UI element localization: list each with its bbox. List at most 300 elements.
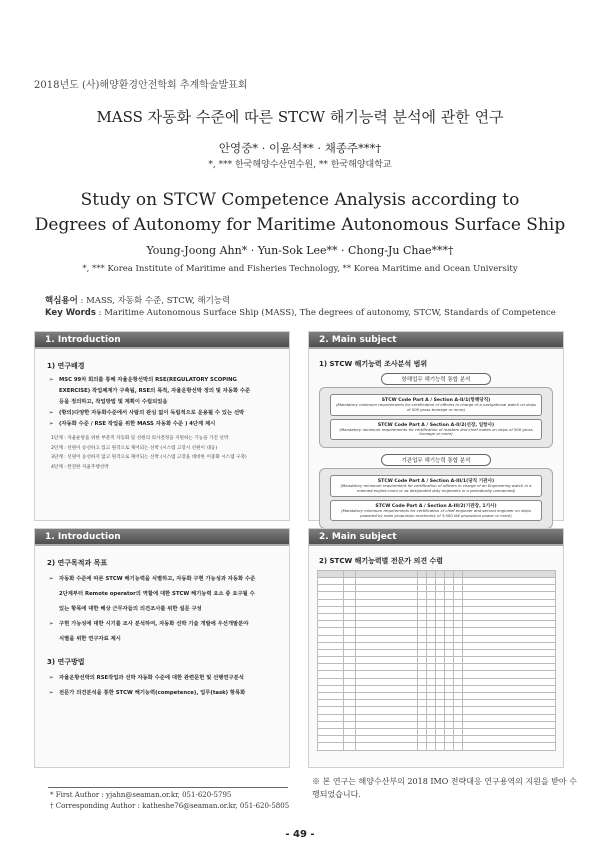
table-cell — [344, 613, 356, 620]
slide-header: 2. Main subject — [309, 529, 563, 546]
table-cell — [454, 678, 463, 685]
table-cell — [454, 657, 463, 664]
table-row — [318, 678, 556, 685]
level-item: 3단계 : 선원이 승선하지 않고 원격으로 제어되는 선박 (시스템 고장을 대비한 이중화 시스템 구축) — [51, 455, 247, 460]
table-cell — [356, 664, 418, 671]
table-cell — [427, 628, 436, 635]
table-cell — [344, 714, 356, 721]
table-cell — [463, 585, 556, 592]
table-row — [318, 743, 556, 750]
table-cell — [436, 578, 445, 585]
table-cell — [418, 599, 427, 606]
stcw-code-heading: STCW Code Part A / Section A-III/2(기관장, 1기사) — [375, 503, 497, 509]
table-row — [318, 707, 556, 714]
table-row — [318, 585, 556, 592]
table-cell — [463, 728, 556, 735]
level-item: 2단계 : 선원이 승선하고 있고 원격으로 제어되는 선박 (시스템 고장시 선원이 대응) — [51, 445, 218, 451]
section-title: 1) STCW 해기능력 조사분석 범위 — [319, 360, 428, 368]
table-cell — [445, 613, 454, 620]
engine-group-label: 기관업무 해기능력 통합 분석 — [381, 454, 491, 466]
table-cell — [356, 578, 418, 585]
table-cell — [463, 628, 556, 635]
table-cell — [356, 628, 418, 635]
table-cell — [436, 613, 445, 620]
keywords-korean-text: : MASS, 자동화 수준, STCW, 해기능력 — [77, 296, 231, 306]
table-cell — [344, 649, 356, 656]
table-cell — [436, 642, 445, 649]
table-cell — [454, 714, 463, 721]
table-row — [318, 721, 556, 728]
table-cell — [445, 700, 454, 707]
table-cell — [454, 649, 463, 656]
table-cell — [427, 578, 436, 585]
table-cell — [318, 599, 344, 606]
bullet-item: 있는 항목에 대한 해상 근무자들의 의견조사를 위한 설문 구성 — [59, 606, 202, 612]
table-cell — [436, 685, 445, 692]
bullet-item: ➢ 자동화 수준에 따른 STCW 해기능력을 식별하고, 자동화 구현 가능성과 자동화 수준 — [43, 572, 281, 587]
table-cell — [463, 613, 556, 620]
table-cell — [344, 571, 356, 578]
table-row — [318, 728, 556, 735]
stcw-code-text: (Mandatory minimum requirements for certification of chief engineer and second engineer on ships powered by main propulsion machinery of 3,000 kW propulsion power or more) — [341, 507, 531, 518]
table-cell — [418, 728, 427, 735]
footnote-corresponding-author: † Corresponding Author : katheshe76@seaman.or.kr, 051-620-5805 — [50, 802, 290, 810]
table-cell — [427, 736, 436, 743]
table-row — [318, 571, 556, 578]
table-cell — [418, 721, 427, 728]
table-cell — [344, 685, 356, 692]
table-cell — [318, 628, 344, 635]
table-cell — [445, 707, 454, 714]
table-cell — [318, 721, 344, 728]
table-cell — [418, 635, 427, 642]
slide-body — [35, 349, 289, 478]
table-cell — [318, 578, 344, 585]
stcw-code-heading: STCW Code Part A / Section A-III/1(당직 기관사) — [377, 479, 495, 485]
table-cell — [318, 743, 344, 750]
stcw-code-heading: STCW Code Part A / Section A-II/2(선장, 일항사) — [377, 422, 495, 428]
table-row — [318, 736, 556, 743]
table-cell — [454, 628, 463, 635]
table-row — [318, 664, 556, 671]
table-cell — [454, 635, 463, 642]
table-cell — [418, 736, 427, 743]
table-cell — [436, 664, 445, 671]
table-cell — [318, 671, 344, 678]
table-cell — [445, 628, 454, 635]
table-cell — [463, 657, 556, 664]
table-cell — [418, 678, 427, 685]
table-cell — [318, 621, 344, 628]
table-cell — [445, 693, 454, 700]
table-cell — [418, 621, 427, 628]
bullet-item: ➢ 자율운항선박의 RSE작업과 선박 자동화 수준에 대한 관련문헌 및 선행연구분석 — [43, 671, 281, 686]
table-cell — [418, 585, 427, 592]
stcw-code-box — [330, 475, 542, 497]
table-cell — [454, 685, 463, 692]
table-cell — [445, 599, 454, 606]
table-cell — [463, 700, 556, 707]
stcw-code-text: (Mandatory minimum requirement for certification of officers in charge of an Engineering watch in a manned engine-room or as designated duty engineers in a periodically unmanned) — [340, 483, 532, 493]
table-cell — [445, 685, 454, 692]
table-cell — [318, 678, 344, 685]
bullet-item: 2단계부터 Remote operator의 역할에 대한 STCW 해기능력 요소 중 요구될 수 — [59, 591, 255, 597]
table-cell — [436, 736, 445, 743]
table-cell — [356, 721, 418, 728]
table-cell — [454, 728, 463, 735]
table-cell — [318, 736, 344, 743]
table-cell — [344, 743, 356, 750]
table-row — [318, 578, 556, 585]
table-cell — [356, 592, 418, 599]
bullet-item: EXERCISE) 작업체계가 구축됨, RSE의 목적, 자율운항선박 정의 및 자동화 수준 — [59, 388, 251, 394]
table-cell — [418, 707, 427, 714]
stcw-code-box — [330, 500, 542, 522]
table-cell — [344, 700, 356, 707]
table-cell — [463, 578, 556, 585]
table-cell — [463, 671, 556, 678]
table-cell — [418, 642, 427, 649]
table-row — [318, 657, 556, 664]
section-title: 3) 연구방법 — [47, 658, 85, 666]
page-number: - 49 - — [285, 829, 315, 840]
slide-introduction-purpose — [34, 528, 290, 768]
table-cell — [356, 649, 418, 656]
table-cell — [344, 621, 356, 628]
table-cell — [344, 707, 356, 714]
table-cell — [344, 664, 356, 671]
table-cell — [463, 707, 556, 714]
table-cell — [463, 664, 556, 671]
table-cell — [445, 664, 454, 671]
table-cell — [318, 649, 344, 656]
bullet-item: ➢ (자동화 수준 / RSE 작업을 위한 MASS 자동화 수준 ) 4단계 제시 — [43, 419, 281, 430]
table-cell — [318, 571, 344, 578]
table-cell — [418, 671, 427, 678]
table-cell — [344, 628, 356, 635]
keywords-english — [45, 308, 556, 318]
table-cell — [427, 707, 436, 714]
bullet-item: 식별을 위한 연구자료 제시 — [59, 636, 121, 642]
table-cell — [427, 642, 436, 649]
table-cell — [463, 736, 556, 743]
table-cell — [427, 743, 436, 750]
navigation-group-label: 항해업무 해기능력 통합 분석 — [381, 373, 491, 385]
slide-header: 1. Introduction — [35, 529, 289, 546]
table-cell — [418, 685, 427, 692]
slide-main-subject-scope — [308, 331, 564, 521]
table-cell — [318, 728, 344, 735]
table-cell — [427, 693, 436, 700]
bullet-item: ➢ (항의)다양한 자동화수준에서 사람의 관심 없이 독립적으로 운용될 수 있는 선박 — [43, 408, 281, 419]
table-cell — [356, 671, 418, 678]
table-cell — [436, 671, 445, 678]
keywords-korean — [45, 294, 230, 306]
table-row — [318, 599, 556, 606]
table-cell — [418, 613, 427, 620]
table-cell — [463, 721, 556, 728]
table-cell — [344, 606, 356, 613]
table-cell — [436, 707, 445, 714]
table-cell — [418, 606, 427, 613]
table-cell — [344, 736, 356, 743]
table-cell — [344, 657, 356, 664]
title-line-2: Degrees of Autonomy for Maritime Autonomous Surface Ship — [34, 215, 566, 235]
table-cell — [344, 678, 356, 685]
table-cell — [454, 599, 463, 606]
table-cell — [318, 707, 344, 714]
table-cell — [418, 578, 427, 585]
table-cell — [436, 592, 445, 599]
table-cell — [445, 585, 454, 592]
table-cell — [356, 599, 418, 606]
table-cell — [427, 606, 436, 613]
table-cell — [454, 707, 463, 714]
bullet-item: ➢ 전문가 의견분석을 통한 STCW 해기능력(competence), 업무(task) 항목화 — [43, 686, 281, 701]
table-row — [318, 613, 556, 620]
table-cell — [356, 657, 418, 664]
paper-title-korean: MASS 자동화 수준에 따른 STCW 해기능력 분석에 관한 연구 — [96, 108, 504, 126]
table-cell — [356, 736, 418, 743]
conference-name: 2018년도 (사)해양환경안전학회 추계학술발표회 — [34, 80, 248, 91]
slide-body — [309, 546, 563, 755]
table-cell — [427, 700, 436, 707]
level-item: 4단계 : 완전한 자율주행선박 — [51, 464, 109, 470]
table-cell — [463, 599, 556, 606]
table-cell — [356, 693, 418, 700]
stcw-code-box — [330, 394, 542, 416]
table-cell — [356, 606, 418, 613]
table-cell — [445, 621, 454, 628]
table-cell — [356, 728, 418, 735]
table-cell — [436, 599, 445, 606]
engine-group — [319, 468, 553, 529]
table-row — [318, 649, 556, 656]
table-row — [318, 606, 556, 613]
table-cell — [418, 649, 427, 656]
table-cell — [436, 571, 445, 578]
table-row — [318, 714, 556, 721]
table-cell — [454, 736, 463, 743]
table-cell — [418, 700, 427, 707]
table-row — [318, 671, 556, 678]
table-cell — [344, 599, 356, 606]
table-cell — [454, 693, 463, 700]
table-cell — [463, 649, 556, 656]
table-cell — [318, 613, 344, 620]
table-cell — [454, 571, 463, 578]
stcw-code-text: (Mandatory minimum requirements for certification of officers in charge of a navigational watch on ships of 500 gross tonnage or more) — [336, 402, 536, 412]
table-cell — [427, 657, 436, 664]
section-title: 2) 연구목적과 목표 — [47, 559, 108, 567]
table-cell — [318, 606, 344, 613]
slide-header: 2. Main subject — [309, 332, 563, 349]
table-cell — [436, 621, 445, 628]
table-cell — [356, 585, 418, 592]
level-item: 1단계 : 자율운항을 위한 부분적 자동화 및 선원의 의사결정을 지원하는 기능을 가진 선박 — [51, 436, 229, 441]
table-cell — [445, 721, 454, 728]
table-cell — [318, 657, 344, 664]
table-cell — [427, 635, 436, 642]
stcw-code-text: (Mandatory minimum requirements for certification of masters and chief mates on ships of 500 gross tonnage or more) — [339, 426, 533, 437]
table-cell — [445, 606, 454, 613]
table-cell — [356, 743, 418, 750]
table-cell — [427, 678, 436, 685]
table-cell — [436, 657, 445, 664]
keywords-english-text: : Maritime Autonomous Surface Ship (MASS), The degrees of autonomy, STCW, Standards of Competence — [95, 308, 556, 318]
slide-main-subject-opinions — [308, 528, 564, 768]
table-cell — [454, 613, 463, 620]
table-cell — [427, 714, 436, 721]
table-cell — [445, 571, 454, 578]
table-cell — [454, 585, 463, 592]
table-cell — [427, 671, 436, 678]
table-cell — [427, 599, 436, 606]
table-cell — [463, 693, 556, 700]
table-cell — [436, 649, 445, 656]
section-title: 2) STCW 해기능력별 전문가 의견 수렴 — [319, 557, 444, 565]
table-cell — [445, 678, 454, 685]
table-cell — [436, 693, 445, 700]
table-cell — [463, 678, 556, 685]
table-cell — [454, 578, 463, 585]
table-cell — [318, 714, 344, 721]
table-cell — [318, 700, 344, 707]
table-cell — [318, 592, 344, 599]
table-row — [318, 700, 556, 707]
table-cell — [344, 693, 356, 700]
table-cell — [418, 714, 427, 721]
table-cell — [356, 678, 418, 685]
table-cell — [418, 664, 427, 671]
table-cell — [318, 693, 344, 700]
table-cell — [356, 635, 418, 642]
table-cell — [436, 606, 445, 613]
table-cell — [356, 707, 418, 714]
table-cell — [318, 585, 344, 592]
table-cell — [427, 728, 436, 735]
table-cell — [427, 571, 436, 578]
table-cell — [454, 664, 463, 671]
table-cell — [427, 621, 436, 628]
table-cell — [318, 685, 344, 692]
affiliation-korean: *, *** 한국해양수산연수원, ** 한국해양대학교 — [208, 160, 392, 170]
table-cell — [454, 700, 463, 707]
table-cell — [344, 721, 356, 728]
slide-introduction-background — [34, 331, 290, 521]
table-cell — [454, 642, 463, 649]
table-cell — [463, 606, 556, 613]
table-cell — [463, 592, 556, 599]
table-cell — [427, 592, 436, 599]
table-cell — [463, 635, 556, 642]
footnote-first-author: * First Author : yjahn@seaman.or.kr, 051-620-5795 — [50, 791, 232, 799]
table-row — [318, 635, 556, 642]
table-cell — [344, 642, 356, 649]
table-cell — [436, 585, 445, 592]
table-cell — [445, 743, 454, 750]
table-cell — [445, 642, 454, 649]
table-cell — [418, 657, 427, 664]
paper-title-english — [0, 188, 600, 238]
table-cell — [418, 743, 427, 750]
stcw-code-box — [330, 419, 542, 441]
table-cell — [454, 671, 463, 678]
table-cell — [418, 571, 427, 578]
footnote-divider — [48, 787, 288, 788]
table-cell — [344, 578, 356, 585]
table-cell — [356, 613, 418, 620]
slide-body — [35, 546, 289, 707]
table-cell — [427, 613, 436, 620]
bullet-item: ➢ MSC 99차 회의를 통해 자율운항선박의 RSE(REGULATORY SCOPING — [43, 375, 281, 386]
table-cell — [356, 571, 418, 578]
table-cell — [445, 657, 454, 664]
bullet-item: 등을 정의하고, 작업방법 및 계획이 수립되었음 — [59, 399, 168, 405]
table-cell — [454, 743, 463, 750]
table-cell — [344, 728, 356, 735]
table-cell — [344, 585, 356, 592]
table-cell — [445, 649, 454, 656]
table-cell — [356, 642, 418, 649]
table-cell — [445, 728, 454, 735]
table-cell — [427, 685, 436, 692]
authors-korean: 안영중* · 이윤석** · 채종주***† — [218, 141, 382, 155]
table-cell — [344, 592, 356, 599]
table-cell — [344, 635, 356, 642]
table-cell — [318, 664, 344, 671]
affiliation-english: *, *** Korea Institute of Maritime and Fisheries Technology, ** Korea Maritime and Ocean University — [82, 264, 518, 274]
table-cell — [418, 693, 427, 700]
table-cell — [454, 592, 463, 599]
table-row — [318, 693, 556, 700]
table-cell — [436, 721, 445, 728]
authors-english: Young-Joong Ahn* · Yun-Sok Lee** · Chong-Ju Chae***† — [146, 244, 454, 257]
acknowledgement-note: ※ 본 연구는 해양수산부의 2018 IMO 전략대응 연구용역의 지원을 받아 수행되었습니다. — [312, 777, 577, 799]
table-cell — [427, 664, 436, 671]
table-cell — [463, 571, 556, 578]
slide-body — [309, 349, 563, 539]
title-line-1: Study on STCW Competence Analysis according to — [80, 190, 520, 210]
table-cell — [436, 635, 445, 642]
table-cell — [418, 592, 427, 599]
table-cell — [427, 721, 436, 728]
table-cell — [344, 671, 356, 678]
table-row — [318, 592, 556, 599]
stcw-code-heading: STCW Code Part A / Section A-II/1(항해당직) — [381, 398, 491, 403]
table-cell — [356, 685, 418, 692]
table-cell — [445, 736, 454, 743]
table-cell — [454, 721, 463, 728]
table-cell — [318, 642, 344, 649]
table-cell — [356, 700, 418, 707]
navigation-group — [319, 387, 553, 448]
table-cell — [463, 743, 556, 750]
table-row — [318, 628, 556, 635]
table-cell — [454, 606, 463, 613]
bullet-item: ➢ 구현 가능성에 대한 시기를 조사 분석하여, 자동화 선박 기술 개발에 우선개발분야 — [43, 617, 281, 632]
table-cell — [463, 642, 556, 649]
table-cell — [436, 700, 445, 707]
section-title: 1) 연구배경 — [47, 362, 85, 370]
table-cell — [445, 714, 454, 721]
table-row — [318, 685, 556, 692]
table-cell — [356, 714, 418, 721]
table-cell — [436, 728, 445, 735]
table-cell — [436, 628, 445, 635]
keywords-english-label: Key Words — [45, 308, 96, 318]
table-cell — [445, 671, 454, 678]
